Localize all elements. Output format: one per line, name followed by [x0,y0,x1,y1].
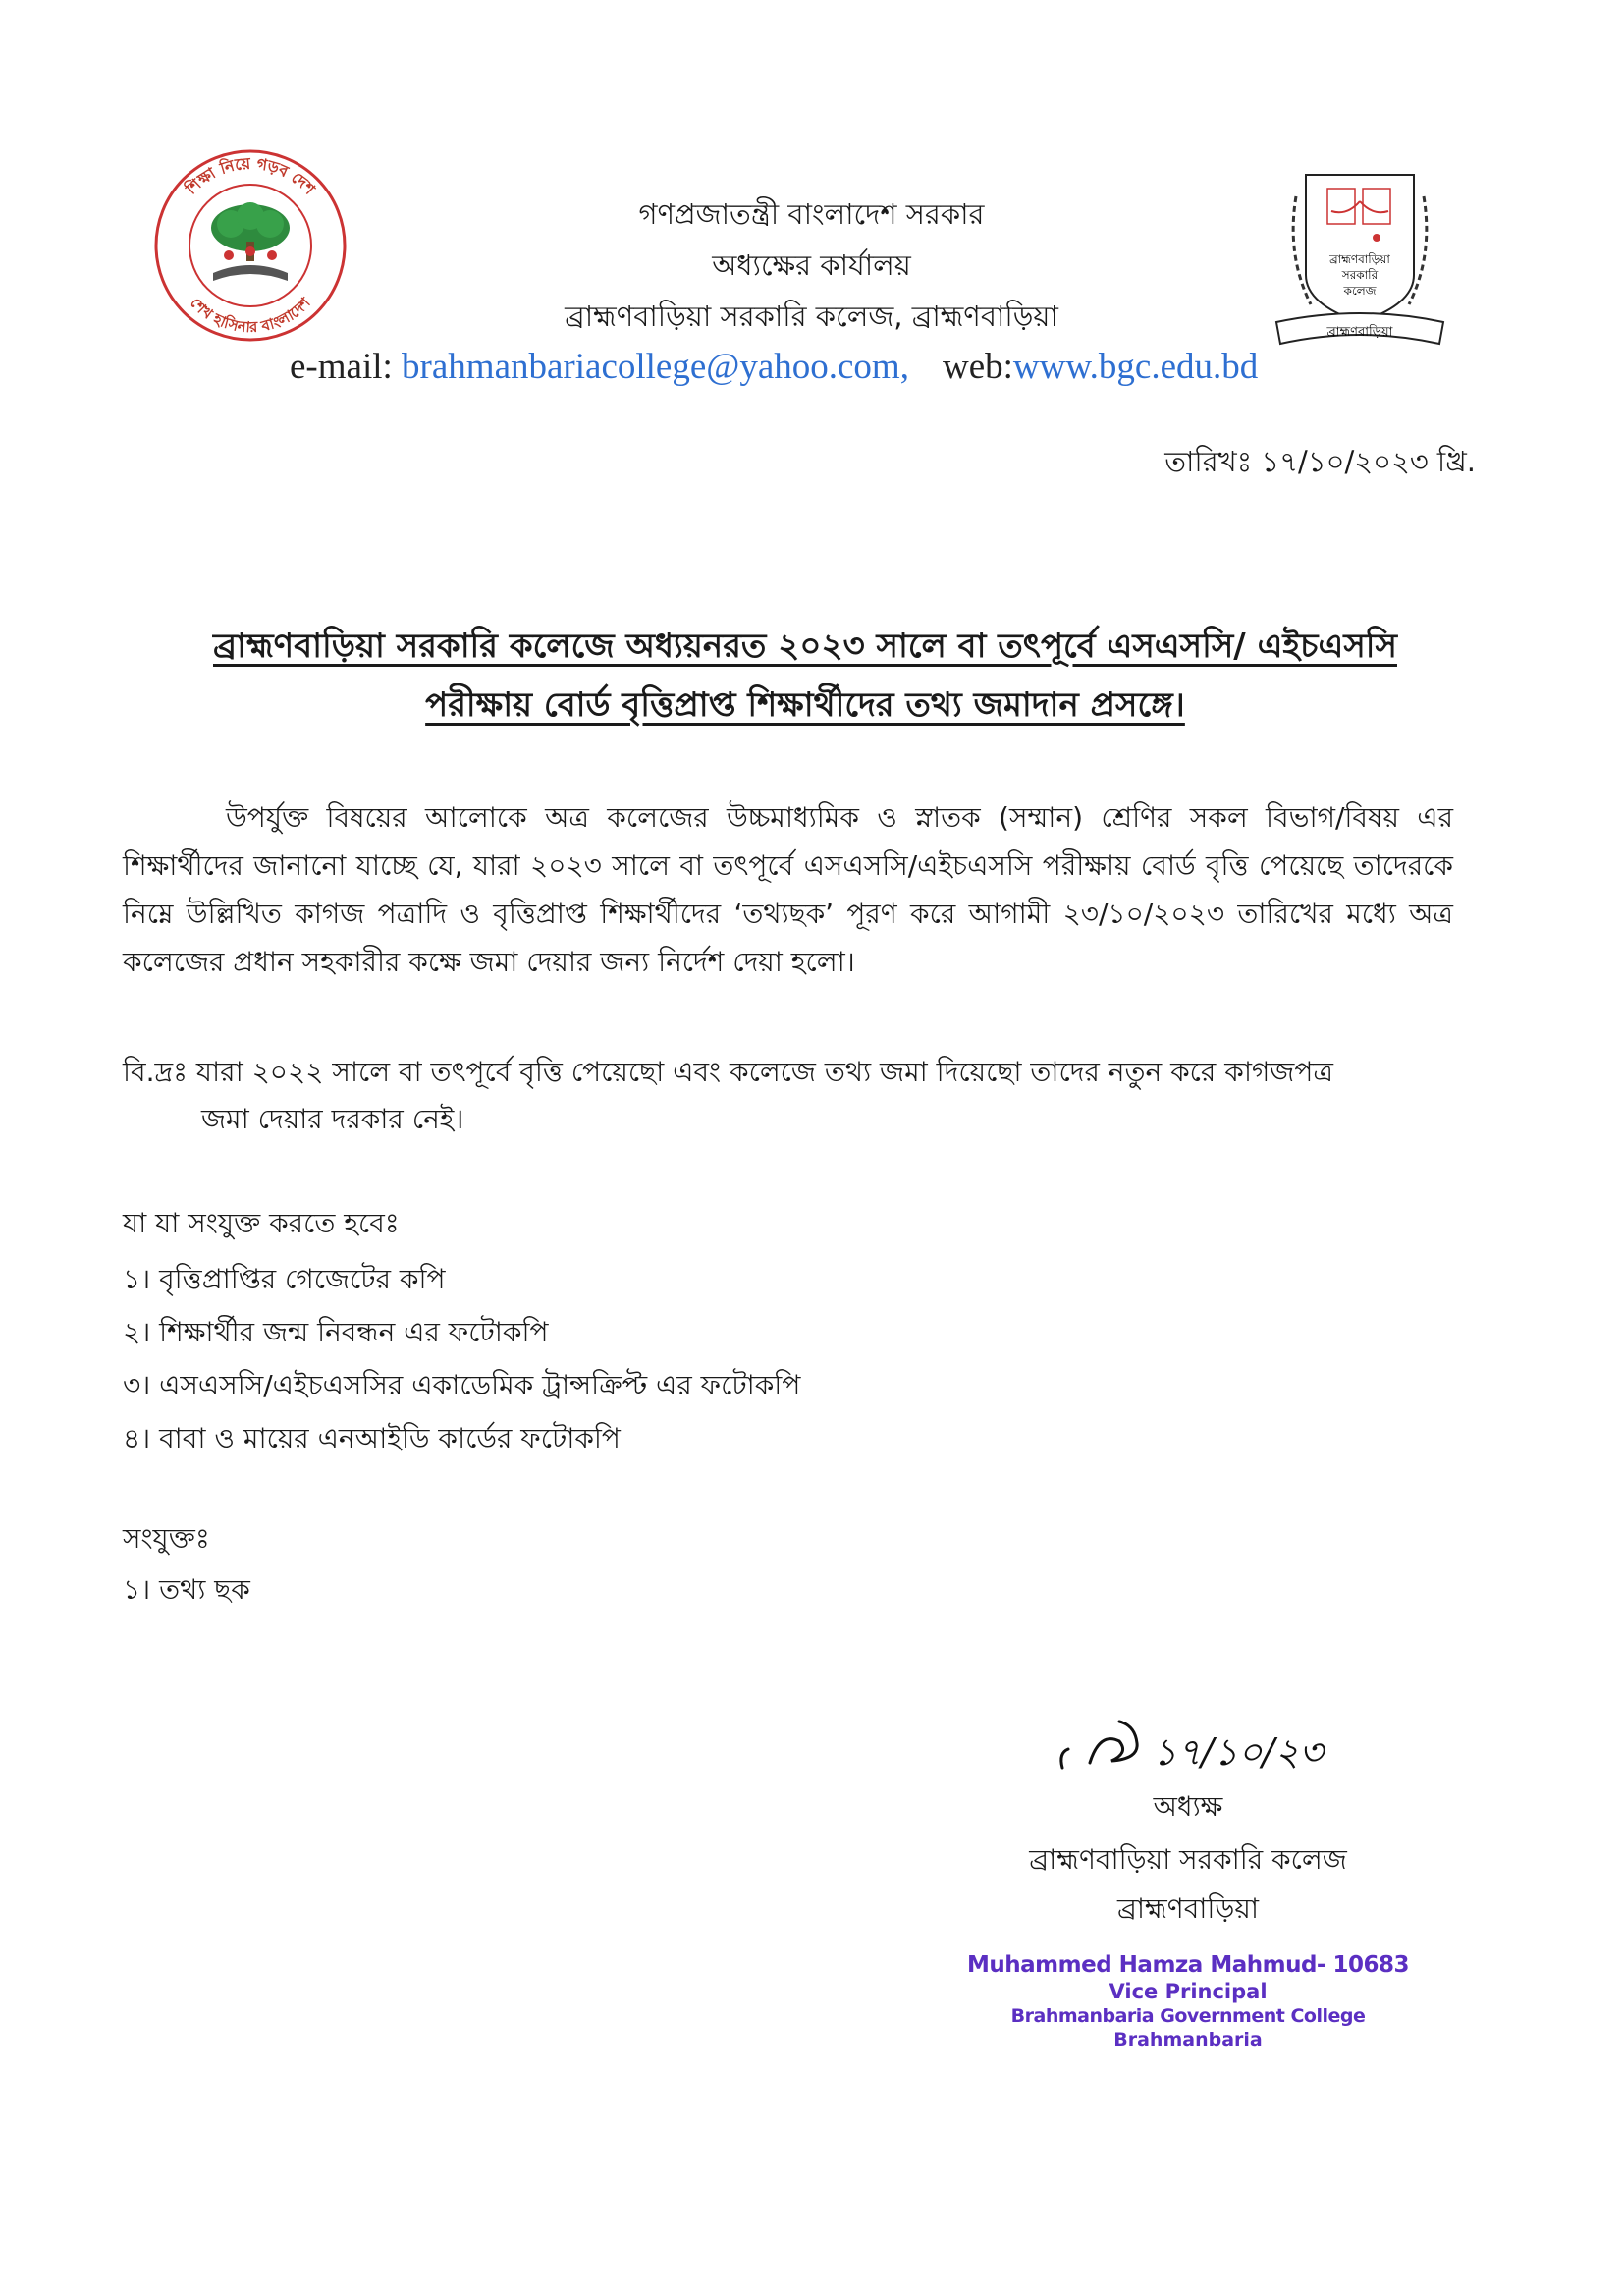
header-college: ব্রাহ্মণবাড়িয়া সরকারি কলেজ, ব্রাহ্মণবাড়িয়া [565,300,1058,333]
note-line-2: জমা দেয়ার দরকার নেই। [201,1103,464,1135]
logo-left-ring-bottom: শেখ হাসিনার বাংলাদেশ [187,294,314,337]
stamp-city: Brahmanbaria [1113,2029,1263,2050]
logo-left-ring-top: শিক্ষা নিয়ে গড়ব দেশ [182,153,319,198]
web-link[interactable]: www.bgc.edu.bd [1012,347,1259,387]
header-office: অধ্যক্ষের কার্যালয় [712,248,911,282]
stamp-name: Muhammed Hamza Mahmud- 10683 [967,1952,1409,1978]
header-government: গণপ্রজাতন্ত্রী বাংলাদেশ সরকার [638,197,985,231]
notice-date: তারিখঃ ১৭/১০/২০২৩ খ্রি. [1164,445,1476,478]
list-item: ৪। বাবা ও মায়ের এনআইডি কার্ডের ফটোকপি [123,1422,621,1454]
note-block [123,1049,1453,1143]
email-label: e-mail: [290,347,393,387]
web-label: web: [942,347,1013,387]
list-item: ১। তথ্য ছক [123,1573,250,1606]
stamp-role: Vice Principal [1109,1980,1268,2003]
handwritten-signature [1051,1714,1375,1792]
subject-heading [157,617,1453,735]
list-item: ১। বৃত্তিপ্রাপ্তির গেজেটের কপি [123,1263,446,1295]
signatory-city: ব্রাহ্মণবাড়িয়া [1116,1892,1260,1925]
list-item: ২। শিক্ষার্থীর জন্ম নিবন্ধন এর ফটোকপি [123,1316,549,1348]
signature-date: ১৭/১০/২৩ [1153,1730,1324,1774]
signatory-college: ব্রাহ্মণবাড়িয়া সরকারি কলেজ [1029,1843,1347,1876]
crest-text-2: সরকারি [1341,268,1379,282]
attachments-heading: যা যা সংযুক্ত করতে হবেঃ [123,1207,400,1239]
body-paragraph: উপর্যুক্ত বিষয়ের আলোকে অত্র কলেজের উচ্চমাধ্যমিক ও স্নাতক (সম্মান) শ্রেণির সকল বিভাগ/বিষয় এর শিক্ষার্থীদের জানানো যাচ্ছে যে, যারা ২০২৩ সালে বা তৎপূর্বে এসএসসি/এইচএসসি পরীক্ষায় বোর্ড বৃত্তি পেয়েছে তাদেরকে নিম্নে উল্লিখিত কাগজ পত্রাদি ও বৃত্তিপ্রাপ্ত শিক্ষার্থীদের ‘তথ্যছক’ পূরণ করে আগামী ২৩/১০/২০২৩ তারিখের মধ্যে অত্র কলেজের প্রধান সহকারীর কক্ষে জমা দেয়ার জন্য নির্দেশ দেয়া হলো। [123,801,1453,978]
attachments-list [123,1253,800,1465]
stamp-college: Brahmanbaria Government College [1010,2005,1366,2027]
crest-text-3: কলেজ [1343,284,1377,298]
enclosure-list [123,1568,250,1614]
subject-line-1: ব্রাহ্মণবাড়িয়া সরকারি কলেজে অধ্যয়নরত ২০২৩ সালে বা তৎপূর্বে এসএসসি/ এইচএসসি [213,627,1397,666]
signatory-role: অধ্যক্ষ [1153,1790,1223,1823]
enclosure-label: সংযুক্তঃ [123,1522,210,1555]
list-item: ৩। এসএসসি/এইচএসসির একাডেমিক ট্রান্সক্রিপ্ট এর ফটোকপি [123,1369,801,1401]
note-line-1: বি.দ্রঃ যারা ২০২২ সালে বা তৎপূর্বে বৃত্তি পেয়েছো এবং কলেজে তথ্য জমা দিয়েছো তাদের নতুন করে কাগজপত্র [123,1056,1333,1088]
crest-banner-text: ব্রাহ্মণবাড়িয়া [1326,325,1393,340]
email-link[interactable]: brahmanbariacollege@yahoo.com, [402,347,909,387]
crest-text-1: ব্রাহ্মণবাড়িয়া [1329,252,1390,266]
subject-line-2: পরীক্ষায় বোর্ড বৃত্তিপ্রাপ্ত শিক্ষার্থীদের তথ্য জমাদান প্রসঙ্গে। [425,685,1185,725]
header-contact [290,346,1258,388]
